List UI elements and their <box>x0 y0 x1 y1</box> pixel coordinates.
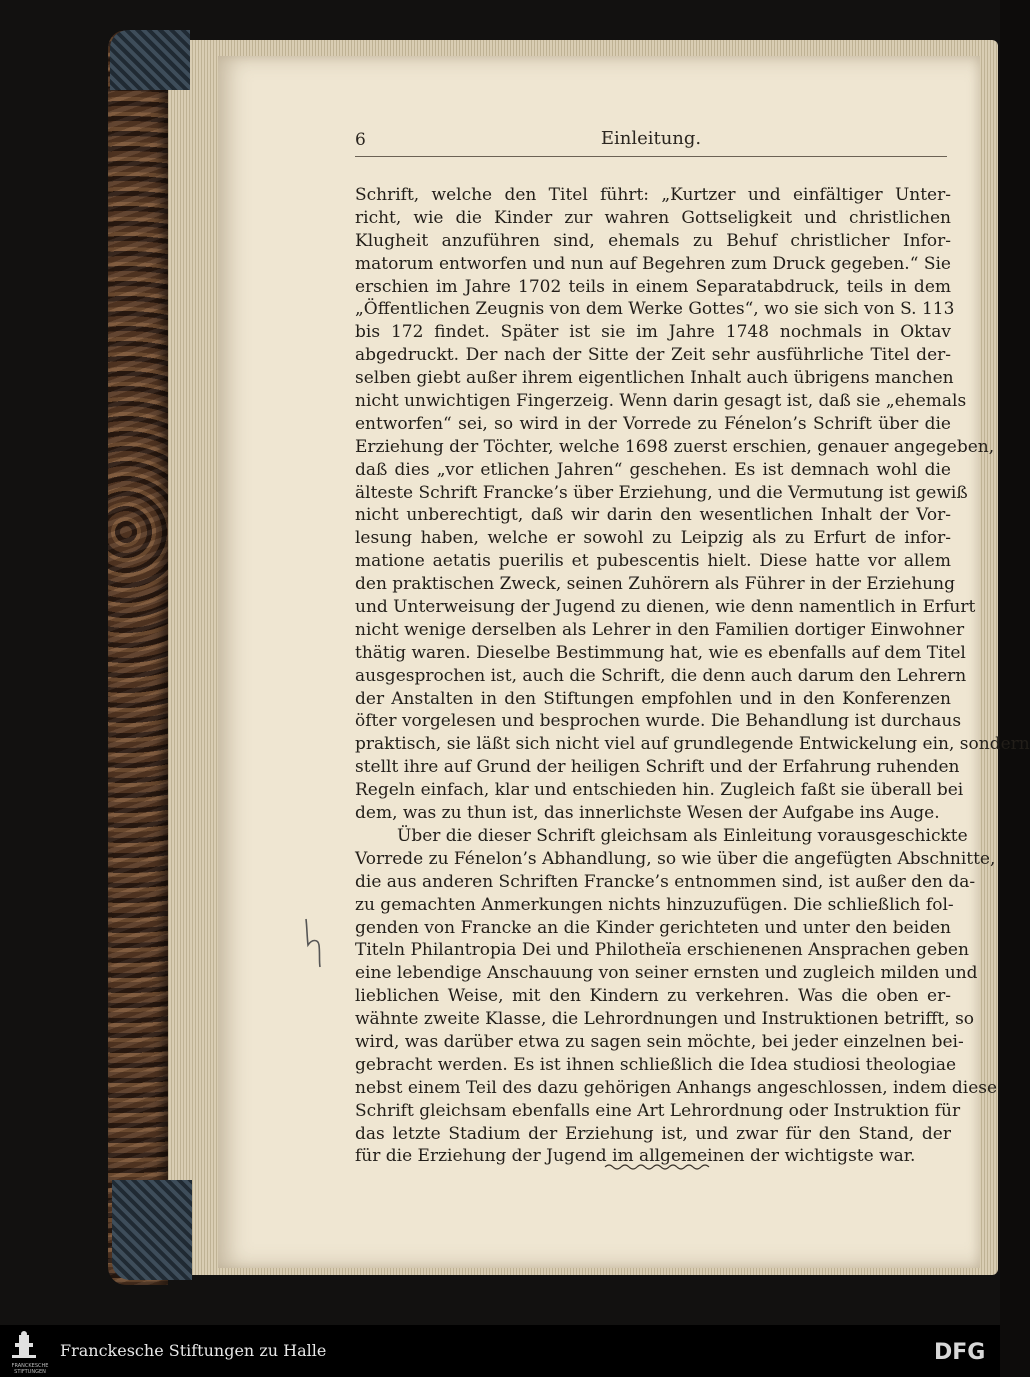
logo-text: FRANCKESCHE STIFTUNGEN <box>11 1363 49 1375</box>
text-line: wähnte zweite Klasse, die Lehrordnungen und Instruktionen betrifft, so <box>355 1009 975 1030</box>
text-line: dem, was zu thun ist, das innerlichste Wesen der Aufgabe ins Auge. <box>355 803 940 824</box>
text-line: „Öffentlichen Zeugnis von dem Werke Gottes“, wo sie sich von S. 113 <box>355 299 955 320</box>
text-line: lesung haben, welche er sowohl zu Leipzig als zu Erfurt de infor- <box>355 528 951 549</box>
page-header <box>355 126 947 156</box>
text-line: Regeln einfach, klar und entschieden hin. Zugleich faßt sie überall bei <box>355 780 964 801</box>
text-line: daß dies „vor etlichen Jahren“ geschehen. Es ist demnach wohl die <box>355 459 951 480</box>
text-line: Titeln Philantropia Dei und Philotheïa erschienenen Ansprachen geben <box>355 940 969 961</box>
text-line: und Unterweisung der Jugend zu dienen, wie denn namentlich in Erfurt <box>355 597 976 618</box>
text-line: gebracht werden. Es ist ihnen schließlich die Idea studiosi theologiae <box>355 1054 957 1075</box>
end-ornament <box>605 1163 709 1171</box>
footer-bar <box>0 1325 1000 1377</box>
text-line: den praktischen Zweck, seinen Zuhörern als Führer in der Erziehung <box>355 574 955 595</box>
dfg-logo[interactable] <box>934 1337 992 1363</box>
text-line: zu gemachten Anmerkungen nichts hinzuzufügen. Die schließlich fol- <box>355 894 954 915</box>
franckesche-stiftungen-logo <box>6 1329 49 1375</box>
text-line: nebst einem Teil des dazu gehörigen Anhangs angeschlossen, indem diese <box>355 1077 998 1098</box>
text-line: wird, was darüber etwa zu sagen sein möchte, bei jeder einzelnen bei- <box>355 1031 964 1052</box>
text-line: entworfen“ sei, so wird in der Vorrede zu Fénelon’s Schrift über die <box>355 413 951 434</box>
text-line: Erziehung der Töchter, welche 1698 zuerst erschien, genauer angegeben, <box>355 436 995 457</box>
footer-institution-link[interactable]: Franckesche Stiftungen zu Halle <box>60 1341 327 1360</box>
text-line: öfter vorgelesen und besprochen wurde. Die Behandlung ist durchaus <box>355 711 962 732</box>
text-line: für die Erziehung der Jugend im allgemeinen der wichtigste war. <box>355 1146 916 1167</box>
text-line: matione aetatis puerilis et pubescentis hielt. Diese hatte vor allem <box>355 551 951 572</box>
text-line: eine lebendige Anschauung von seiner ernsten und zugleich milden und <box>355 963 978 984</box>
text-line: das letzte Stadium der Erziehung ist, und zwar für den Stand, der <box>355 1123 951 1144</box>
book-corner-bottom <box>112 1180 192 1280</box>
text-line: nicht unberechtigt, daß wir darin den wesentlichen Inhalt der Vor- <box>355 505 951 526</box>
text-line: matorum entworfen und nun auf Begehren zum Druck gegeben.“ Sie <box>355 253 951 274</box>
pencil-margin-mark <box>300 915 325 970</box>
text-line: richt, wie die Kinder zur wahren Gottseligkeit und christlichen <box>355 207 951 228</box>
text-line: abgedruckt. Der nach der Sitte der Zeit sehr ausführliche Titel der- <box>355 345 951 366</box>
text-line: älteste Schrift Francke’s über Erziehung, und die Vermutung ist gewiß <box>355 482 968 503</box>
text-line: nicht wenige derselben als Lehrer in den Familien dortiger Einwohner <box>355 619 965 640</box>
header-rule <box>355 156 947 157</box>
dfg-logo-text: DFG <box>934 1340 986 1365</box>
text-line: Schrift gleichsam ebenfalls eine Art Lehrordnung oder Instruktion für <box>355 1100 961 1121</box>
text-line: Vorrede zu Fénelon’s Abhandlung, so wie über die angefügten Abschnitte, <box>355 848 996 869</box>
logo-emblem-icon <box>6 1329 42 1361</box>
book-corner-top <box>110 30 190 90</box>
text-line: Schrift, welche den Titel führt: „Kurtzer und einfältiger Unter- <box>355 185 951 205</box>
text-line: bis 172 findet. Später ist sie im Jahre 1748 nochmals in Oktav <box>355 322 951 343</box>
text-line: ausgesprochen ist, auch die Schrift, die denn auch darum den Lehrern <box>355 665 967 686</box>
text-line: thätig waren. Dieselbe Bestimmung hat, wie es ebenfalls auf dem Titel <box>355 642 966 663</box>
text-line: genden von Francke an die Kinder gerichteten und unter den beiden <box>355 917 951 938</box>
text-line: erschien im Jahre 1702 teils in einem Separatabdruck, teils in dem <box>355 276 951 297</box>
book-cover-marbled <box>108 30 168 1285</box>
body-text <box>355 184 1030 1168</box>
page-number: 6 <box>355 130 366 150</box>
text-line: nicht unwichtigen Fingerzeig. Wenn darin gesagt ist, daß sie „ehemals <box>355 391 967 412</box>
running-head: Einleitung. <box>600 128 702 149</box>
text-line: praktisch, sie läßt sich nicht viel auf grundlegende Entwickelung ein, sondern <box>355 734 1030 755</box>
text-line: Klugheit anzuführen sind, ehemals zu Behuf christlicher Infor- <box>355 230 951 251</box>
text-line: Über die dieser Schrift gleichsam als Einleitung vorausgeschickte <box>397 825 968 846</box>
text-line: stellt ihre auf Grund der heiligen Schrift und der Erfahrung ruhenden <box>355 757 960 778</box>
text-line: der Anstalten in den Stiftungen empfohlen und in den Konferenzen <box>355 688 951 709</box>
text-line: lieblichen Weise, mit den Kindern zu verkehren. Was die oben er- <box>355 986 951 1007</box>
text-line: die aus anderen Schriften Francke’s entnommen sind, ist außer den da- <box>355 871 976 892</box>
text-line: selben giebt außer ihrem eigentlichen Inhalt auch übrigens manchen <box>355 368 954 389</box>
